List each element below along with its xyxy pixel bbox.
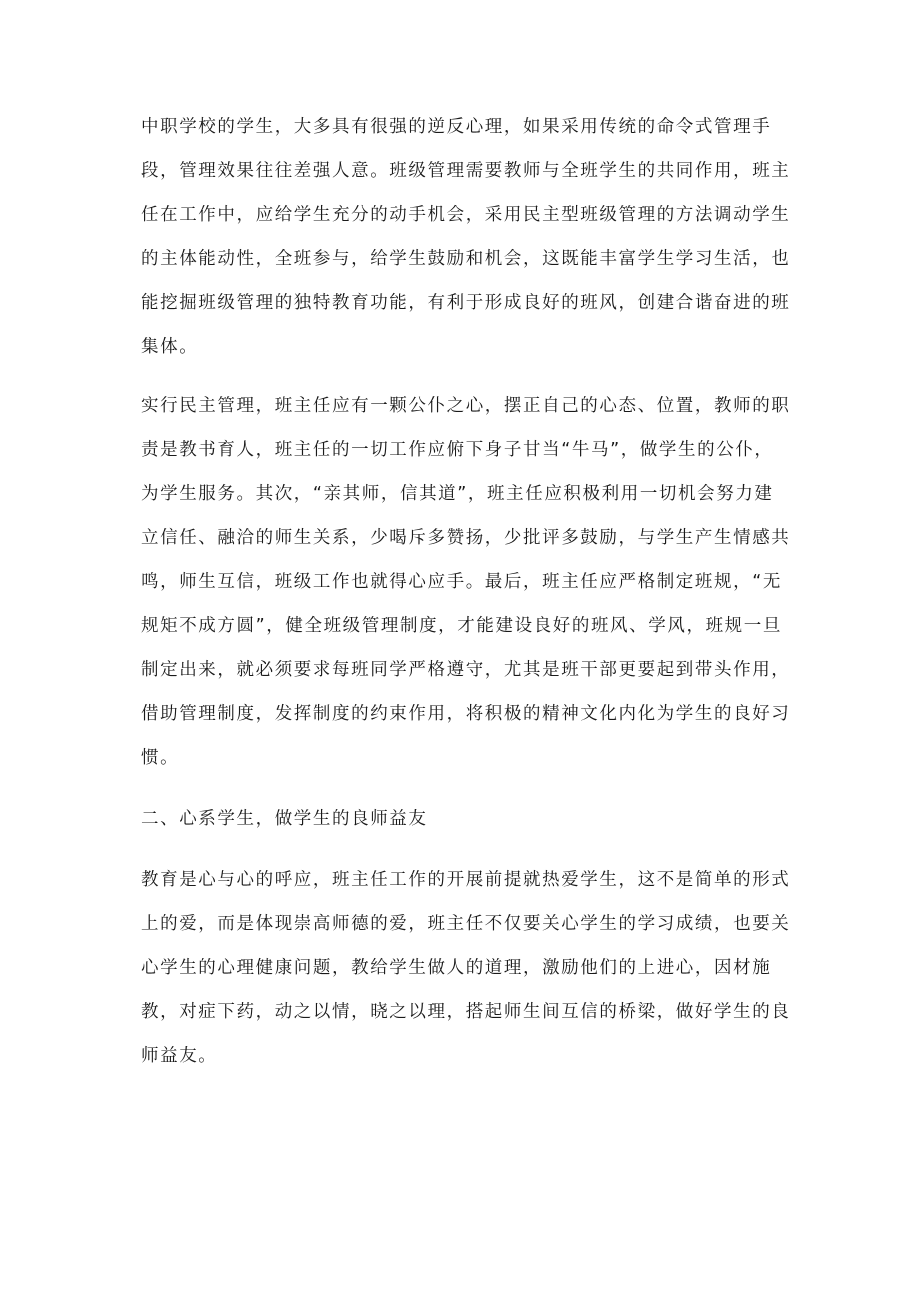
- text-line: 惯。: [141, 748, 180, 768]
- text-line: 上的爱，而是体现崇高师德的爱，班主任不仅要关心学生的学习成绩，也要关: [141, 914, 791, 934]
- text-line: 制定出来，就必须要求每班同学严格遵守，尤其是班干部更要起到带头作用，: [141, 660, 791, 680]
- text-line: 责是教书育人，班主任的一切工作应俯下身子甘当“牛马”，做学生的公仆，: [141, 440, 774, 460]
- text-line: 规矩不成方圆”，健全班级管理制度，才能建设良好的班风、学风，班规一旦: [141, 616, 782, 636]
- text-line: 师益友。: [141, 1046, 218, 1066]
- text-line: 借助管理制度，发挥制度的约束作用，将积极的精神文化内化为学生的良好习: [141, 704, 791, 724]
- text-line: 的主体能动性，全班参与，给学生鼓励和机会，这既能丰富学生学习生活，也: [141, 249, 791, 269]
- text-line: 任在工作中，应给学生充分的动手机会，采用民主型班级管理的方法调动学生: [141, 205, 791, 225]
- text-line: 鸣，师生互信，班级工作也就得心应手。最后，班主任应严格制定班规，“无: [141, 572, 782, 592]
- text-line: 中职学校的学生，大多具有很强的逆反心理，如果采用传统的命令式管理手: [141, 117, 772, 137]
- text-line: 能挖掘班级管理的独特教育功能，有利于形成良好的班风，创建合谐奋进的班: [141, 293, 791, 313]
- text-line: 教育是心与心的呼应，班主任工作的开展前提就热爱学生，这不是简单的形式: [141, 870, 791, 890]
- text-line: 集体。: [141, 337, 199, 357]
- text-line: 立信任、融洽的师生关系，少喝斥多赞扬，少批评多鼓励，与学生产生情感共: [141, 528, 791, 548]
- text-line: 心学生的心理健康问题，教给学生做人的道理，激励他们的上进心，因材施: [141, 958, 772, 978]
- section-heading: 二、心系学生，做学生的良师益友: [141, 809, 428, 829]
- text-line: 实行民主管理，班主任应有一颗公仆之心，摆正自己的心态、位置，教师的职: [141, 396, 791, 416]
- text-line: 为学生服务。其次，“亲其师，信其道”，班主任应积极利用一切机会努力建: [141, 484, 774, 504]
- text-line: 教，对症下药，动之以情，晓之以理，搭起师生间互信的桥梁，做好学生的良: [141, 1002, 791, 1022]
- text-line: 段，管理效果往往差强人意。班级管理需要教师与全班学生的共同作用，班主: [141, 161, 791, 181]
